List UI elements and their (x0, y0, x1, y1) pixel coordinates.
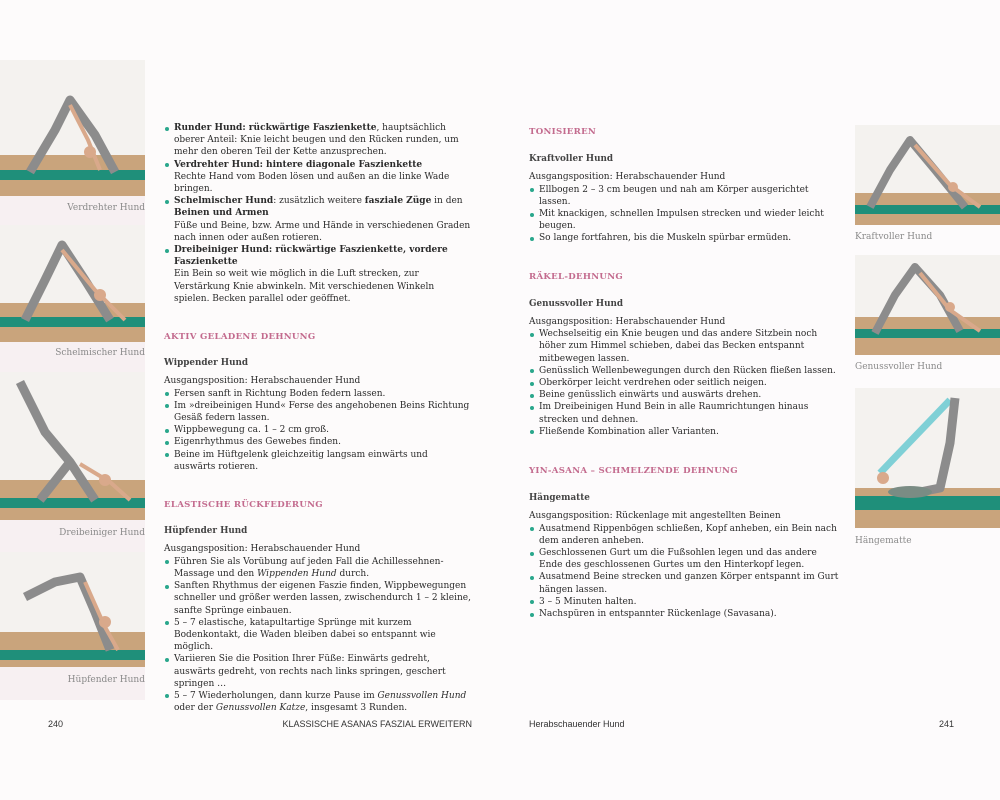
list-item: Oberkörper leicht verdrehen oder seitlich neigen. (529, 377, 839, 389)
list-item: Fließende Kombination aller Varianten. (529, 426, 839, 438)
list-item: 5 – 7 Wiederholungen, dann kurze Pause im Genussvollen Hund oder der Genussvollen Katze, insgesamt 3 Runden. (164, 690, 472, 714)
photo-schelmischer-hund (0, 225, 145, 342)
caption-schelmischer-hund: Schelmischer Hund (55, 348, 145, 358)
list-item: So lange fortfahren, bis die Muskeln spürbar ermüden. (529, 232, 839, 244)
list-item: Ausatmend Beine strecken und ganzen Körper entspannt im Gurt hängen lassen. (529, 571, 839, 595)
kraftvoller-list (529, 184, 839, 245)
list-item: Ellbogen 2 – 3 cm beugen und nah am Körper ausgerichtet lassen. (529, 184, 839, 208)
list-item: Eigenrhythmus des Gewebes finden. (164, 436, 472, 448)
list-item: Variieren Sie die Position Ihrer Füße: Einwärts gedreht, auswärts gedreht, von rechts nach links springen, geschert springen … (164, 653, 472, 690)
photo-verdrehter-hund (0, 60, 145, 196)
section-heading: YIN-ASANA – SCHMELZENDE DEHNUNG (529, 466, 738, 477)
subheading: Kraftvoller Hund (529, 154, 614, 165)
list-item: Runder Hund: rückwärtige Faszienkette, hauptsächlich oberer Anteil: Knie leicht beugen und den Rücken runden, um mehr den oberen Teil der Kette anzusprechen. (164, 122, 472, 159)
caption-dreibeiniger-hund: Dreibeiniger Hund (59, 528, 145, 538)
huepfender-list (164, 556, 472, 715)
caption-kraftvoller-hund: Kraftvoller Hund (855, 232, 933, 242)
list-item: Dreibeiniger Hund: rückwärtige Faszienkette, vordere Faszienkette Ein Bein so weit wie möglich in die Luft strecken, zur Verstärkung Knie abwinkeln. Mit verschiedenen Winkeln spielen. Becken parallel oder geöffnet. (164, 244, 472, 305)
list-item: Ausatmend Rippenbögen schließen, Kopf anheben, ein Bein nach dem anderen anheben. (529, 523, 839, 547)
start-position: Ausgangsposition: Herabschauender Hund (529, 172, 726, 183)
running-title-right: Herabschauender Hund (529, 719, 625, 729)
page-number-right: 241 (938, 719, 954, 729)
variant-list (164, 122, 472, 305)
list-item: 5 – 7 elastische, katapultartige Sprünge mit kurzem Bodenkontakt, die Waden bleiben dabei so entspannt wie möglich. (164, 617, 472, 654)
list-item: Sanften Rhythmus der eigenen Faszie finden, Wippbewegungen schneller und größer werden lassen, zwischendurch 1 – 2 kleine, sanfte Sprünge einbauen. (164, 580, 472, 617)
photo-haengematte (855, 388, 1000, 528)
photo-dreibeiniger-hund (0, 372, 145, 520)
list-item: Wippbewegung ca. 1 – 2 cm groß. (164, 424, 472, 436)
section-heading: AKTIV GELADENE DEHNUNG (164, 332, 316, 343)
caption-genussvoller-hund: Genussvoller Hund (855, 362, 943, 372)
start-position: Ausgangsposition: Herabschauender Hund (164, 544, 361, 555)
right-text-column (529, 126, 839, 620)
caption-verdrehter-hund: Verdrehter Hund (67, 203, 145, 213)
haengematte-list (529, 523, 839, 621)
caption-haengematte: Hängematte (855, 536, 912, 546)
list-item: 3 – 5 Minuten halten. (529, 596, 839, 608)
list-item: Beine im Hüftgelenk gleichzeitig langsam einwärts und auswärts rotieren. (164, 449, 472, 473)
subheading: Hängematte (529, 493, 590, 504)
photo-huepfender-hund (0, 552, 145, 667)
photo-kraftvoller-hund (855, 125, 1000, 225)
photo-genussvoller-hund (855, 255, 1000, 355)
subheading: Genussvoller Hund (529, 298, 624, 309)
subheading: Hüpfender Hund (164, 526, 248, 537)
list-item: Im Dreibeinigen Hund Bein in alle Raumrichtungen hinaus strecken und dehnen. (529, 401, 839, 425)
list-item: Mit knackigen, schnellen Impulsen strecken und wieder leicht beugen. (529, 208, 839, 232)
start-position: Ausgangsposition: Rückenlage mit angestellten Beinen (529, 511, 781, 522)
section-heading: ELASTISCHE RÜCKFEDERUNG (164, 500, 323, 511)
list-item: Genüsslich Wellenbewegungen durch den Rücken fließen lassen. (529, 365, 839, 377)
section-heading: TONISIEREN (529, 127, 597, 137)
left-text-column (164, 122, 472, 714)
list-item: Führen Sie als Vorübung auf jeden Fall die Achillessehnen-Massage und den Wippenden Hund durch. (164, 556, 472, 580)
caption-huepfender-hund: Hüpfender Hund (67, 675, 145, 685)
genussvoller-list (529, 328, 839, 438)
subheading: Wippender Hund (164, 358, 249, 369)
list-item: Im »dreibeinigen Hund« Ferse des angehobenen Beins Richtung Gesäß federn lassen. (164, 400, 472, 424)
list-item: Geschlossenen Gurt um die Fußsohlen legen und das andere Ende des geschlossenen Gurtes um den Hinterkopf legen. (529, 547, 839, 571)
start-position: Ausgangsposition: Herabschauender Hund (529, 317, 726, 328)
list-item: Nachspüren in entspannter Rückenlage (Savasana). (529, 608, 839, 620)
list-item: Beine genüsslich einwärts und auswärts drehen. (529, 389, 839, 401)
start-position: Ausgangsposition: Herabschauender Hund (164, 376, 361, 387)
wippender-list (164, 388, 472, 473)
list-item: Wechselseitig ein Knie beugen und das andere Sitzbein noch höher zum Himmel schieben, dabei das Becken entspannt mitbewegen lassen. (529, 328, 839, 365)
list-item: Fersen sanft in Richtung Boden federn lassen. (164, 388, 472, 400)
section-heading: RÄKEL-DEHNUNG (529, 271, 624, 282)
page-number-left: 240 (48, 719, 64, 729)
list-item: Verdrehter Hund: hintere diagonale Faszienkette Rechte Hand vom Boden lösen und außen an die linke Wade bringen. (164, 159, 472, 196)
list-item: Schelmischer Hund: zusätzlich weitere fasziale Züge in den Beinen und Armen Füße und Beine, bzw. Arme und Hände in verschiedenen Graden nach innen oder außen rotieren. (164, 195, 472, 244)
running-title-left: KLASSISCHE ASANAS FASZIAL ERWEITERN (282, 719, 472, 729)
